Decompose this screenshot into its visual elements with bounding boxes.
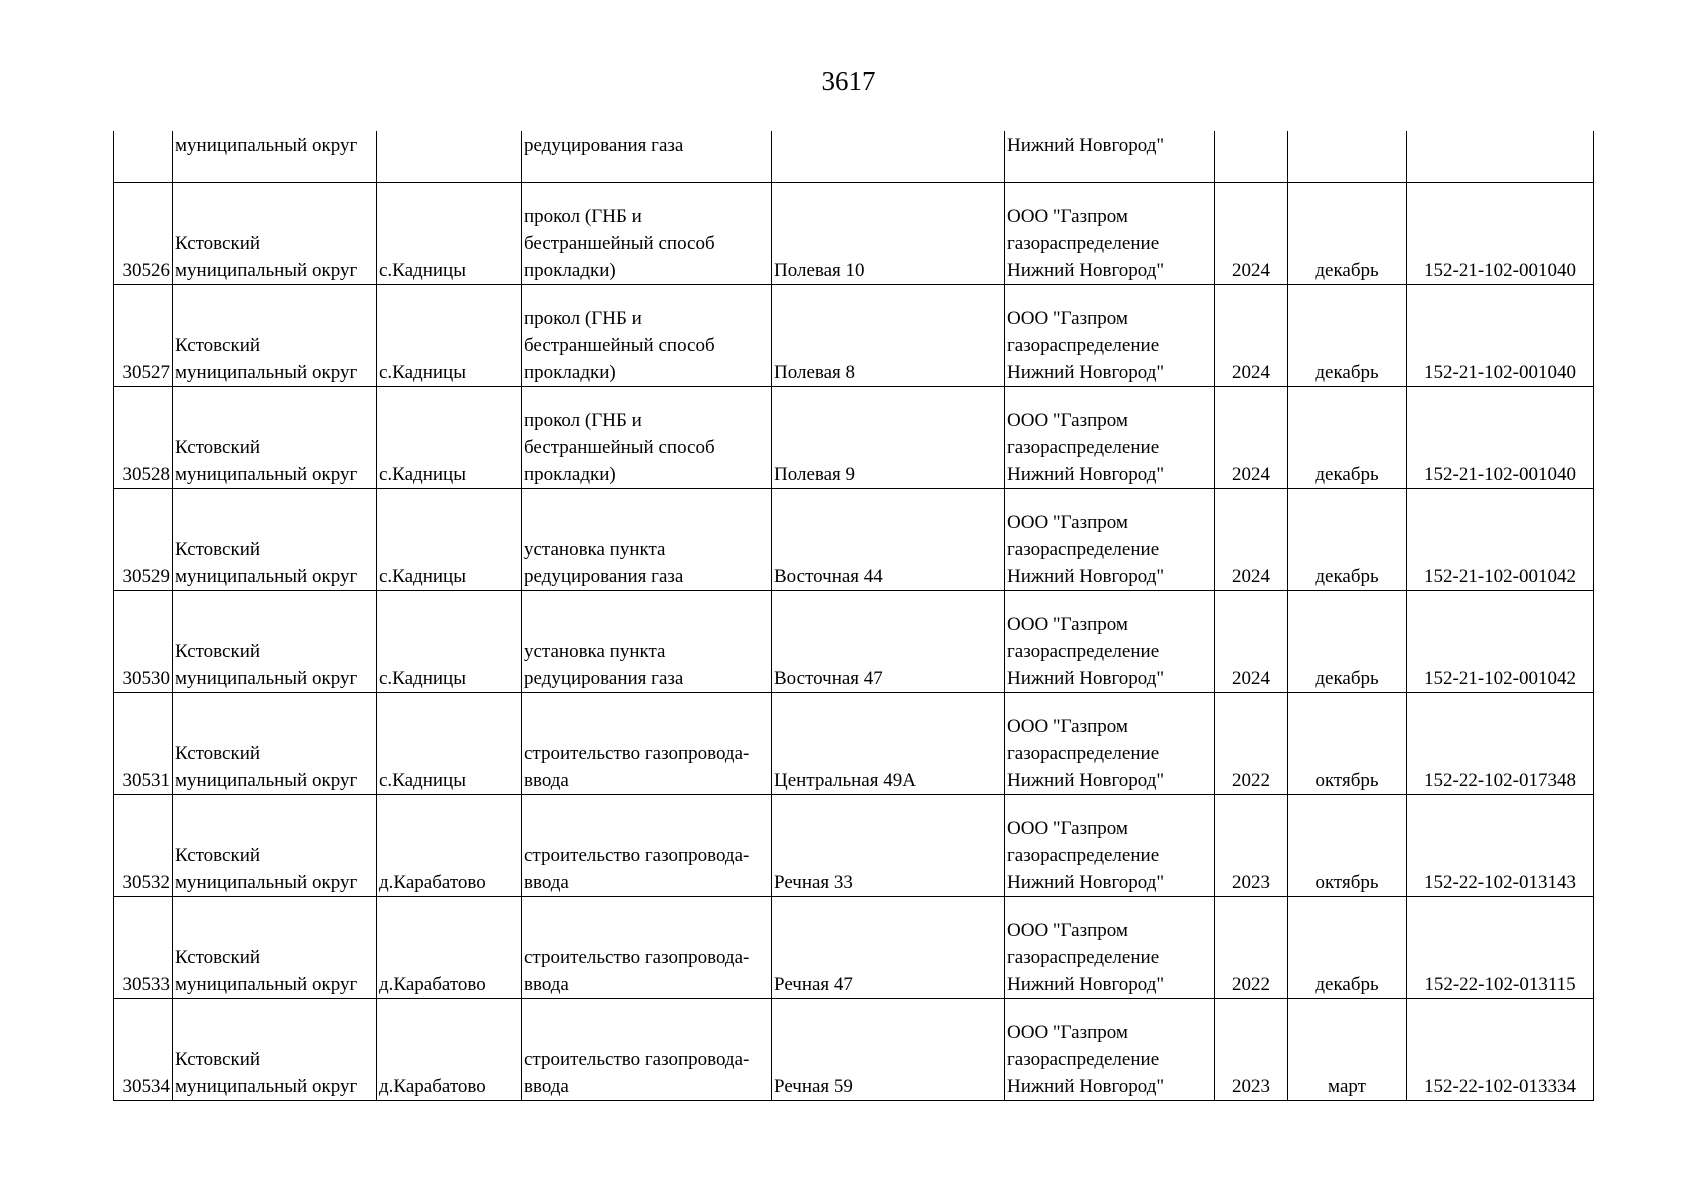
cell-year: 2024 [1215, 591, 1288, 693]
cell-work: прокол (ГНБ и бестраншейный способ прокладки) [522, 183, 772, 285]
cell-address: Речная 59 [772, 999, 1005, 1101]
cell-place [377, 131, 522, 183]
cell-work: строительство газопровода- ввода [522, 795, 772, 897]
cell-month: декабрь [1288, 897, 1407, 999]
cell-area: Кстовский муниципальный округ [173, 795, 377, 897]
cell-area: Кстовский муниципальный округ [173, 591, 377, 693]
cell-code: 152-21-102-001042 [1407, 489, 1594, 591]
cell-address [772, 131, 1005, 183]
cell-work: установка пункта редуцирования газа [522, 489, 772, 591]
cell-area: Кстовский муниципальный округ [173, 183, 377, 285]
cell-org: ООО "Газпром газораспределение Нижний Новгород" [1005, 897, 1215, 999]
cell-month: декабрь [1288, 285, 1407, 387]
cell-area: Кстовский муниципальный округ [173, 387, 377, 489]
cell-org: ООО "Газпром газораспределение Нижний Новгород" [1005, 591, 1215, 693]
cell-code: 152-21-102-001040 [1407, 183, 1594, 285]
cell-num: 30527 [114, 285, 173, 387]
cell-area: Кстовский муниципальный округ [173, 897, 377, 999]
cell-work: строительство газопровода- ввода [522, 999, 772, 1101]
cell-work: прокол (ГНБ и бестраншейный способ прокладки) [522, 387, 772, 489]
table-row [114, 285, 1594, 387]
cell-year: 2024 [1215, 387, 1288, 489]
table-row [114, 999, 1594, 1101]
cell-area: муниципальный округ [173, 131, 377, 183]
cell-address: Центральная 49А [772, 693, 1005, 795]
cell-area: Кстовский муниципальный округ [173, 999, 377, 1101]
cell-month: октябрь [1288, 693, 1407, 795]
cell-year: 2022 [1215, 693, 1288, 795]
cell-month [1288, 131, 1407, 183]
cell-month: декабрь [1288, 183, 1407, 285]
table-row [114, 693, 1594, 795]
cell-area: Кстовский муниципальный округ [173, 693, 377, 795]
cell-year [1215, 131, 1288, 183]
cell-address: Речная 47 [772, 897, 1005, 999]
cell-code: 152-22-102-017348 [1407, 693, 1594, 795]
cell-org: ООО "Газпром газораспределение Нижний Новгород" [1005, 693, 1215, 795]
cell-area: Кстовский муниципальный округ [173, 489, 377, 591]
cell-month: декабрь [1288, 489, 1407, 591]
cell-year: 2023 [1215, 795, 1288, 897]
cell-org: Нижний Новгород" [1005, 131, 1215, 183]
registry-table [113, 131, 1594, 1101]
cell-num: 30530 [114, 591, 173, 693]
table-row [114, 591, 1594, 693]
registry-table-body [114, 131, 1594, 1101]
cell-num: 30528 [114, 387, 173, 489]
cell-month: октябрь [1288, 795, 1407, 897]
table-row [114, 387, 1594, 489]
cell-num: 30533 [114, 897, 173, 999]
cell-org: ООО "Газпром газораспределение Нижний Новгород" [1005, 489, 1215, 591]
cell-code: 152-22-102-013334 [1407, 999, 1594, 1101]
cell-area: Кстовский муниципальный округ [173, 285, 377, 387]
cell-place: с.Кадницы [377, 387, 522, 489]
cell-place: д.Карабатово [377, 999, 522, 1101]
cell-year: 2023 [1215, 999, 1288, 1101]
cell-month: март [1288, 999, 1407, 1101]
cell-num: 30532 [114, 795, 173, 897]
cell-address: Восточная 47 [772, 591, 1005, 693]
cell-work: строительство газопровода- ввода [522, 693, 772, 795]
cell-year: 2024 [1215, 489, 1288, 591]
cell-code [1407, 131, 1594, 183]
cell-place: с.Кадницы [377, 489, 522, 591]
cell-work: прокол (ГНБ и бестраншейный способ прокладки) [522, 285, 772, 387]
cell-address: Полевая 8 [772, 285, 1005, 387]
cell-address: Восточная 44 [772, 489, 1005, 591]
table-row [114, 489, 1594, 591]
continuation-row [114, 131, 1594, 183]
cell-month: декабрь [1288, 591, 1407, 693]
cell-num: 30534 [114, 999, 173, 1101]
cell-num: 30526 [114, 183, 173, 285]
cell-code: 152-22-102-013115 [1407, 897, 1594, 999]
page-number: 3617 [821, 66, 876, 96]
cell-year: 2024 [1215, 183, 1288, 285]
cell-work: редуцирования газа [522, 131, 772, 183]
cell-month: декабрь [1288, 387, 1407, 489]
cell-code: 152-21-102-001042 [1407, 591, 1594, 693]
cell-place: с.Кадницы [377, 591, 522, 693]
cell-num: 30531 [114, 693, 173, 795]
cell-org: ООО "Газпром газораспределение Нижний Новгород" [1005, 183, 1215, 285]
table-row [114, 183, 1594, 285]
cell-code: 152-21-102-001040 [1407, 387, 1594, 489]
cell-place: с.Кадницы [377, 183, 522, 285]
cell-code: 152-21-102-001040 [1407, 285, 1594, 387]
table-row [114, 795, 1594, 897]
cell-place: с.Кадницы [377, 285, 522, 387]
cell-place: с.Кадницы [377, 693, 522, 795]
cell-org: ООО "Газпром газораспределение Нижний Новгород" [1005, 285, 1215, 387]
cell-address: Полевая 9 [772, 387, 1005, 489]
cell-num: 30529 [114, 489, 173, 591]
cell-org: ООО "Газпром газораспределение Нижний Новгород" [1005, 999, 1215, 1101]
cell-address: Речная 33 [772, 795, 1005, 897]
cell-work: строительство газопровода- ввода [522, 897, 772, 999]
cell-num [114, 131, 173, 183]
cell-org: ООО "Газпром газораспределение Нижний Новгород" [1005, 387, 1215, 489]
cell-code: 152-22-102-013143 [1407, 795, 1594, 897]
cell-year: 2024 [1215, 285, 1288, 387]
table-row [114, 897, 1594, 999]
cell-org: ООО "Газпром газораспределение Нижний Новгород" [1005, 795, 1215, 897]
cell-work: установка пункта редуцирования газа [522, 591, 772, 693]
cell-place: д.Карабатово [377, 795, 522, 897]
cell-place: д.Карабатово [377, 897, 522, 999]
cell-year: 2022 [1215, 897, 1288, 999]
cell-address: Полевая 10 [772, 183, 1005, 285]
